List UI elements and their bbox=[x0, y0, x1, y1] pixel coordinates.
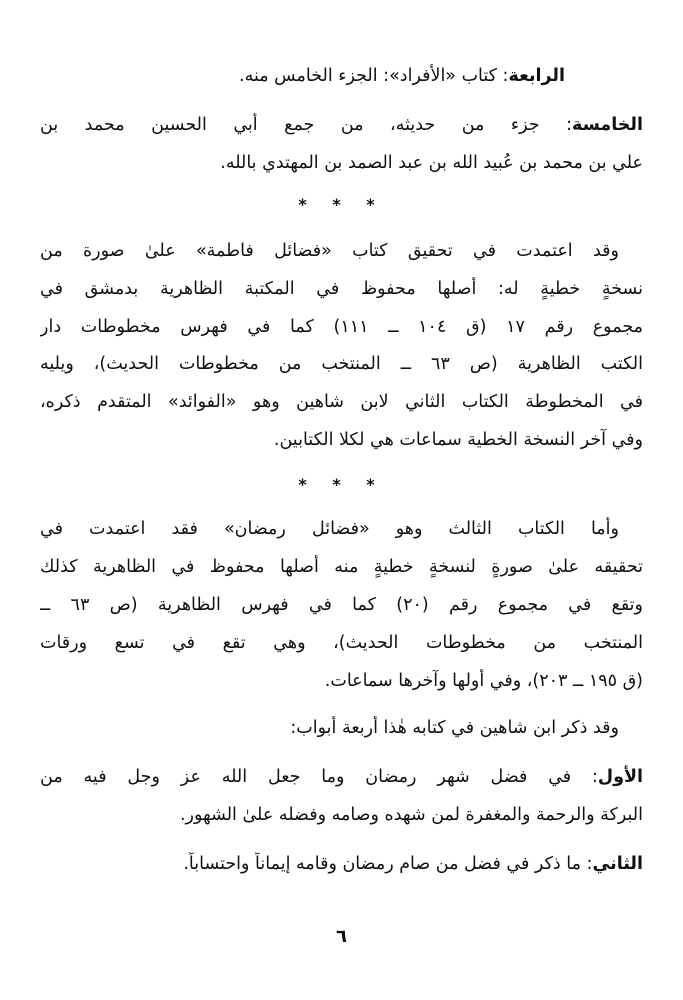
text-second: : ما ذكر في فضل من صام رمضان وقامه إيماناً واحتساباً. bbox=[183, 854, 593, 874]
chapter-first-line-2: البركة والرحمة والمغفرة لمن شهده وصامه وفضله علىٰ الشهور. bbox=[179, 805, 643, 825]
paragraph-fourth bbox=[40, 64, 565, 88]
page-number: ٦ bbox=[336, 926, 347, 947]
section-separator: * * * bbox=[298, 475, 385, 494]
text-first-1: : في فضل شهر رمضان وما جعل الله عز وجل فيه من bbox=[40, 767, 598, 787]
paragraph-fifth-line-1 bbox=[40, 113, 643, 137]
label-second: الثاني bbox=[592, 854, 643, 874]
section-separator: * * * bbox=[298, 195, 385, 214]
paragraph-fifth-line-2: علي بن محمد بن عُبيد الله بن عبد الصمد بن المهتدي بالله. bbox=[220, 153, 643, 173]
fatima-line-3: مجموع رقم ١٧ (ق ١٠٤ ــ ١١١) كما في فهرس مخطوطات دار bbox=[40, 317, 643, 337]
fatima-line-4: الكتب الظاهرية (ص ٦٣ ــ المنتخب من مخطوطات الحديث)، ويليه bbox=[40, 354, 643, 374]
chapter-first-line-1 bbox=[40, 765, 643, 789]
ramadan-line-5: (ق ١٩٥ ــ ٢٠٣)، وفي أولها وآخرها سماعات. bbox=[324, 671, 643, 691]
ramadan-line-3: وتقع في مجموع رقم (٢٠) كما في فهرس الظاهرية (ص ٦٣ ــ bbox=[40, 595, 643, 615]
fatima-line-5: في المخطوطة الكتاب الثاني لابن شاهين وهو «الفوائد» المتقدم ذكره، bbox=[40, 392, 643, 412]
four-chapters-intro: وقد ذكر ابن شاهين في كتابه هٰذا أربعة أبواب: bbox=[290, 718, 619, 738]
text-fourth: : كتاب «الأفراد»: الجزء الخامس منه. bbox=[239, 66, 509, 86]
fatima-line-1: وقد اعتمدت في تحقيق كتاب «فضائل فاطمة» علىٰ صورة من bbox=[40, 241, 619, 261]
text-fifth-1: : جزء من حديثه، من جمع أبي الحسين محمد بن bbox=[40, 115, 572, 135]
label-fifth: الخامسة bbox=[571, 115, 643, 135]
ramadan-line-1: وأما الكتاب الثالث وهو «فضائل رمضان» فقد اعتمدت في bbox=[40, 519, 619, 539]
label-fourth: الرابعة bbox=[508, 66, 565, 86]
ramadan-line-2: تحقيقه علىٰ صورةٍ لنسخةٍ خطيةٍ منه أصلها محفوظ في الظاهرية كذلك bbox=[40, 557, 643, 577]
fatima-line-2: نسخةٍ خطيةٍ له: أصلها محفوظ في المكتبة الظاهرية بدمشق في bbox=[40, 279, 643, 299]
chapter-second bbox=[40, 852, 643, 876]
ramadan-line-4: المنتخب من مخطوطات الحديث)، وهي تقع في تسع ورقات bbox=[40, 633, 643, 653]
fatima-line-6: وفي آخر النسخة الخطية سماعات هي لكلا الكتابين. bbox=[273, 430, 643, 450]
label-first: الأول bbox=[597, 767, 643, 787]
